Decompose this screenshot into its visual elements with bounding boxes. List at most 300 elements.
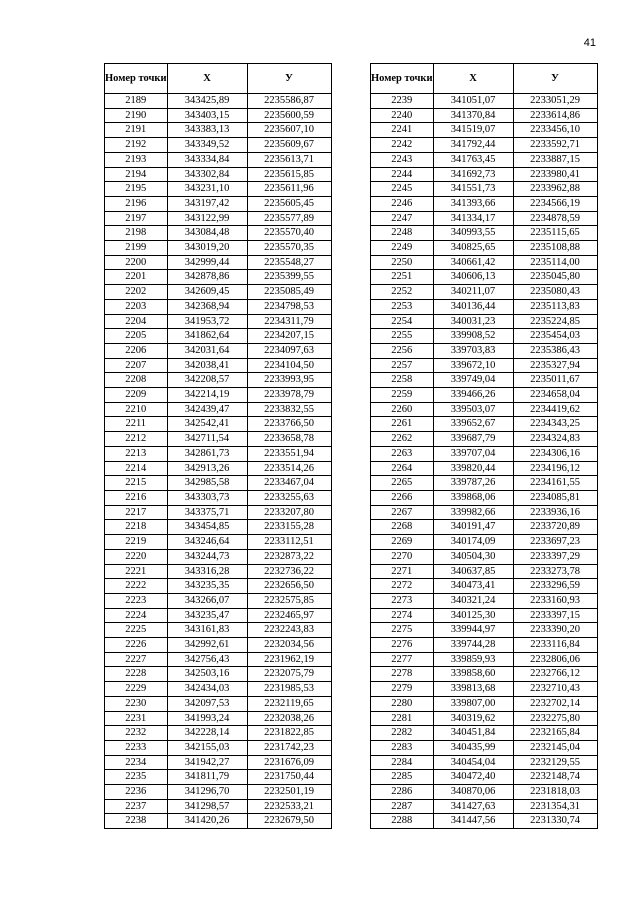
cell-y: 2232656,50 <box>247 579 331 594</box>
cell-y: 2233397,29 <box>513 549 597 564</box>
cell-y: 2233980,41 <box>513 167 597 182</box>
table-row <box>105 241 332 256</box>
cell-point-number: 2195 <box>105 182 168 197</box>
table-row <box>105 608 332 623</box>
table-row <box>371 726 598 741</box>
table-row <box>105 696 332 711</box>
cell-y: 2235548,27 <box>247 255 331 270</box>
table-row <box>105 755 332 770</box>
cell-point-number: 2213 <box>105 446 168 461</box>
cell-x: 342542,41 <box>167 417 247 432</box>
cell-point-number: 2192 <box>105 138 168 153</box>
cell-x: 343302,84 <box>167 167 247 182</box>
table-row <box>105 740 332 755</box>
cell-x: 340473,41 <box>433 579 513 594</box>
cell-y: 2234085,81 <box>513 490 597 505</box>
cell-y: 2234104,50 <box>247 358 331 373</box>
cell-point-number: 2238 <box>105 814 168 829</box>
cell-point-number: 2283 <box>371 740 434 755</box>
cell-y: 2234207,15 <box>247 329 331 344</box>
cell-point-number: 2254 <box>371 314 434 329</box>
cell-x: 341993,24 <box>167 711 247 726</box>
cell-y: 2235454,03 <box>513 329 597 344</box>
cell-y: 2231818,03 <box>513 785 597 800</box>
cell-x: 339908,52 <box>433 329 513 344</box>
cell-x: 340993,55 <box>433 226 513 241</box>
cell-point-number: 2221 <box>105 564 168 579</box>
cell-x: 339859,93 <box>433 652 513 667</box>
cell-point-number: 2209 <box>105 388 168 403</box>
cell-x: 339858,60 <box>433 667 513 682</box>
cell-point-number: 2211 <box>105 417 168 432</box>
cell-y: 2231742,23 <box>247 740 331 755</box>
cell-y: 2233720,89 <box>513 520 597 535</box>
cell-point-number: 2250 <box>371 255 434 270</box>
cell-x: 342368,94 <box>167 299 247 314</box>
cell-y: 2234566,19 <box>513 196 597 211</box>
cell-x: 343316,28 <box>167 564 247 579</box>
cell-x: 340435,99 <box>433 740 513 755</box>
cell-y: 2235080,43 <box>513 285 597 300</box>
cell-point-number: 2215 <box>105 476 168 491</box>
cell-y: 2235600,59 <box>247 108 331 123</box>
cell-x: 343084,48 <box>167 226 247 241</box>
cell-x: 343235,47 <box>167 608 247 623</box>
cell-x: 339687,79 <box>433 432 513 447</box>
cell-x: 340504,30 <box>433 549 513 564</box>
cell-x: 340472,40 <box>433 770 513 785</box>
table-row <box>105 623 332 638</box>
cell-point-number: 2246 <box>371 196 434 211</box>
cell-point-number: 2196 <box>105 196 168 211</box>
cell-y: 2235570,40 <box>247 226 331 241</box>
cell-x: 343161,83 <box>167 623 247 638</box>
cell-x: 340211,07 <box>433 285 513 300</box>
cell-point-number: 2197 <box>105 211 168 226</box>
table-row <box>105 549 332 564</box>
cell-y: 2235607,10 <box>247 123 331 138</box>
cell-x: 342155,03 <box>167 740 247 755</box>
cell-point-number: 2273 <box>371 593 434 608</box>
cell-point-number: 2264 <box>371 461 434 476</box>
table-row <box>105 255 332 270</box>
table-row <box>371 696 598 711</box>
cell-point-number: 2227 <box>105 652 168 667</box>
cell-x: 341334,17 <box>433 211 513 226</box>
table-row <box>105 726 332 741</box>
cell-point-number: 2190 <box>105 108 168 123</box>
cell-y: 2233614,86 <box>513 108 597 123</box>
cell-point-number: 2223 <box>105 593 168 608</box>
cell-point-number: 2248 <box>371 226 434 241</box>
cell-point-number: 2286 <box>371 785 434 800</box>
cell-point-number: 2201 <box>105 270 168 285</box>
cell-x: 342228,14 <box>167 726 247 741</box>
cell-point-number: 2239 <box>371 94 434 109</box>
cell-y: 2234306,16 <box>513 446 597 461</box>
table-row <box>371 358 598 373</box>
table-row <box>105 123 332 138</box>
table-row <box>371 579 598 594</box>
cell-x: 341811,79 <box>167 770 247 785</box>
cell-y: 2232710,43 <box>513 682 597 697</box>
cell-x: 343303,73 <box>167 490 247 505</box>
cell-point-number: 2200 <box>105 255 168 270</box>
table-row <box>105 490 332 505</box>
cell-x: 340321,24 <box>433 593 513 608</box>
table-row <box>371 476 598 491</box>
cell-x: 341370,84 <box>433 108 513 123</box>
cell-y: 2235613,71 <box>247 152 331 167</box>
cell-point-number: 2222 <box>105 579 168 594</box>
table-row <box>371 549 598 564</box>
cell-y: 2232119,65 <box>247 696 331 711</box>
table-row <box>371 94 598 109</box>
header-x: X <box>433 64 513 94</box>
cell-x: 342711,54 <box>167 432 247 447</box>
cell-x: 342992,61 <box>167 638 247 653</box>
cell-y: 2235399,55 <box>247 270 331 285</box>
table-row <box>371 417 598 432</box>
cell-y: 2231962,19 <box>247 652 331 667</box>
table-row <box>105 432 332 447</box>
table-row <box>371 638 598 653</box>
table-row <box>371 270 598 285</box>
table-row <box>105 285 332 300</box>
cell-y: 2232766,12 <box>513 667 597 682</box>
cell-point-number: 2243 <box>371 152 434 167</box>
cell-y: 2232148,74 <box>513 770 597 785</box>
cell-y: 2234097,63 <box>247 343 331 358</box>
cell-point-number: 2276 <box>371 638 434 653</box>
cell-x: 339944,97 <box>433 623 513 638</box>
table-row <box>105 358 332 373</box>
cell-y: 2233514,26 <box>247 461 331 476</box>
table-header-row <box>371 64 598 94</box>
cell-x: 343425,89 <box>167 94 247 109</box>
table-row <box>105 476 332 491</box>
table-row <box>371 241 598 256</box>
cell-point-number: 2252 <box>371 285 434 300</box>
cell-x: 341862,64 <box>167 329 247 344</box>
table-row <box>371 711 598 726</box>
table-row <box>105 402 332 417</box>
cell-x: 341447,56 <box>433 814 513 829</box>
cell-y: 2232806,06 <box>513 652 597 667</box>
header-point-number: Номер точки <box>371 64 434 94</box>
cell-point-number: 2205 <box>105 329 168 344</box>
table-row <box>105 182 332 197</box>
cell-x: 340191,47 <box>433 520 513 535</box>
cell-point-number: 2219 <box>105 535 168 550</box>
cell-x: 339807,00 <box>433 696 513 711</box>
cell-y: 2232243,83 <box>247 623 331 638</box>
cell-y: 2232501,19 <box>247 785 331 800</box>
cell-point-number: 2233 <box>105 740 168 755</box>
table-row <box>371 770 598 785</box>
cell-y: 2235085,49 <box>247 285 331 300</box>
cell-y: 2235327,94 <box>513 358 597 373</box>
table-row <box>105 417 332 432</box>
cell-point-number: 2251 <box>371 270 434 285</box>
cell-x: 343266,07 <box>167 593 247 608</box>
cell-point-number: 2225 <box>105 623 168 638</box>
cell-x: 340031,23 <box>433 314 513 329</box>
cell-y: 2233273,78 <box>513 564 597 579</box>
cell-point-number: 2270 <box>371 549 434 564</box>
table-row <box>105 329 332 344</box>
cell-point-number: 2277 <box>371 652 434 667</box>
cell-x: 343246,64 <box>167 535 247 550</box>
cell-point-number: 2260 <box>371 402 434 417</box>
table-row <box>105 373 332 388</box>
cell-x: 343383,13 <box>167 123 247 138</box>
table-row <box>371 299 598 314</box>
table-row <box>105 711 332 726</box>
cell-point-number: 2226 <box>105 638 168 653</box>
cell-y: 2234311,79 <box>247 314 331 329</box>
table-row <box>105 314 332 329</box>
cell-y: 2233551,94 <box>247 446 331 461</box>
cell-y: 2233658,78 <box>247 432 331 447</box>
header-point-number: Номер точки <box>105 64 168 94</box>
cell-y: 2233155,28 <box>247 520 331 535</box>
cell-y: 2235605,45 <box>247 196 331 211</box>
table-row <box>105 226 332 241</box>
table-row <box>371 682 598 697</box>
cell-point-number: 2266 <box>371 490 434 505</box>
cell-x: 339703,83 <box>433 343 513 358</box>
header-y: У <box>513 64 597 94</box>
cell-point-number: 2236 <box>105 785 168 800</box>
cell-y: 2232873,22 <box>247 549 331 564</box>
cell-point-number: 2275 <box>371 623 434 638</box>
cell-x: 342985,58 <box>167 476 247 491</box>
cell-x: 342439,47 <box>167 402 247 417</box>
cell-x: 340606,13 <box>433 270 513 285</box>
table-row <box>371 814 598 829</box>
cell-point-number: 2247 <box>371 211 434 226</box>
cell-y: 2233887,15 <box>513 152 597 167</box>
cell-x: 339707,04 <box>433 446 513 461</box>
table-row <box>371 432 598 447</box>
table-row <box>105 461 332 476</box>
cell-x: 340451,84 <box>433 726 513 741</box>
cell-point-number: 2244 <box>371 167 434 182</box>
cell-x: 342031,64 <box>167 343 247 358</box>
cell-y: 2235108,88 <box>513 241 597 256</box>
cell-y: 2232465,97 <box>247 608 331 623</box>
cell-x: 343403,15 <box>167 108 247 123</box>
cell-point-number: 2232 <box>105 726 168 741</box>
table-row <box>371 123 598 138</box>
cell-point-number: 2288 <box>371 814 434 829</box>
table-row <box>371 623 598 638</box>
table-row <box>371 652 598 667</box>
cell-point-number: 2202 <box>105 285 168 300</box>
cell-x: 341296,70 <box>167 785 247 800</box>
cell-y: 2232145,04 <box>513 740 597 755</box>
cell-point-number: 2224 <box>105 608 168 623</box>
cell-y: 2232038,26 <box>247 711 331 726</box>
cell-y: 2233993,95 <box>247 373 331 388</box>
cell-point-number: 2198 <box>105 226 168 241</box>
cell-y: 2235115,65 <box>513 226 597 241</box>
table-row <box>371 285 598 300</box>
cell-y: 2232679,50 <box>247 814 331 829</box>
cell-y: 2235570,35 <box>247 241 331 256</box>
cell-point-number: 2204 <box>105 314 168 329</box>
cell-x: 343454,85 <box>167 520 247 535</box>
cell-y: 2232575,85 <box>247 593 331 608</box>
cell-x: 343244,73 <box>167 549 247 564</box>
cell-point-number: 2217 <box>105 505 168 520</box>
cell-y: 2235114,00 <box>513 255 597 270</box>
cell-point-number: 2272 <box>371 579 434 594</box>
cell-y: 2232034,56 <box>247 638 331 653</box>
cell-x: 341953,72 <box>167 314 247 329</box>
cell-point-number: 2212 <box>105 432 168 447</box>
cell-y: 2235011,67 <box>513 373 597 388</box>
cell-point-number: 2256 <box>371 343 434 358</box>
cell-y: 2232736,22 <box>247 564 331 579</box>
cell-x: 339749,04 <box>433 373 513 388</box>
table-row <box>105 211 332 226</box>
cell-point-number: 2194 <box>105 167 168 182</box>
cell-y: 2232533,21 <box>247 799 331 814</box>
cell-x: 340661,42 <box>433 255 513 270</box>
cell-x: 343231,10 <box>167 182 247 197</box>
cell-x: 343349,52 <box>167 138 247 153</box>
cell-x: 339982,66 <box>433 505 513 520</box>
table-row <box>105 814 332 829</box>
table-row <box>371 490 598 505</box>
table-row <box>105 388 332 403</box>
table-row <box>371 138 598 153</box>
cell-point-number: 2216 <box>105 490 168 505</box>
cell-x: 340454,04 <box>433 755 513 770</box>
cell-y: 2235113,83 <box>513 299 597 314</box>
coordinates-table-left <box>104 63 332 829</box>
cell-y: 2235045,80 <box>513 270 597 285</box>
cell-y: 2232702,14 <box>513 696 597 711</box>
cell-y: 2231330,74 <box>513 814 597 829</box>
cell-x: 340319,62 <box>433 711 513 726</box>
cell-y: 2233962,88 <box>513 182 597 197</box>
cell-point-number: 2230 <box>105 696 168 711</box>
cell-x: 340174,09 <box>433 535 513 550</box>
page-number: 41 <box>583 37 596 49</box>
cell-x: 342097,53 <box>167 696 247 711</box>
cell-point-number: 2259 <box>371 388 434 403</box>
cell-point-number: 2261 <box>371 417 434 432</box>
header-x: X <box>167 64 247 94</box>
cell-y: 2234658,04 <box>513 388 597 403</box>
cell-y: 2231985,53 <box>247 682 331 697</box>
table-row <box>371 196 598 211</box>
table-row <box>371 226 598 241</box>
cell-y: 2235386,43 <box>513 343 597 358</box>
table-row <box>371 182 598 197</box>
cell-y: 2234161,55 <box>513 476 597 491</box>
table-row <box>371 167 598 182</box>
cell-x: 341792,44 <box>433 138 513 153</box>
cell-x: 342503,16 <box>167 667 247 682</box>
table-row <box>105 167 332 182</box>
cell-x: 339652,67 <box>433 417 513 432</box>
header-y: У <box>247 64 331 94</box>
table-header-row <box>105 64 332 94</box>
cell-y: 2233467,04 <box>247 476 331 491</box>
table-row <box>105 682 332 697</box>
cell-y: 2233255,63 <box>247 490 331 505</box>
cell-y: 2232275,80 <box>513 711 597 726</box>
table-row <box>105 799 332 814</box>
cell-y: 2233456,10 <box>513 123 597 138</box>
coordinates-table-right <box>370 63 598 829</box>
cell-y: 2235615,85 <box>247 167 331 182</box>
cell-x: 339813,68 <box>433 682 513 697</box>
table-row <box>105 94 332 109</box>
cell-point-number: 2253 <box>371 299 434 314</box>
cell-point-number: 2241 <box>371 123 434 138</box>
cell-point-number: 2193 <box>105 152 168 167</box>
table-row <box>105 505 332 520</box>
cell-x: 342214,19 <box>167 388 247 403</box>
table-row <box>371 314 598 329</box>
cell-x: 339868,06 <box>433 490 513 505</box>
table-row <box>105 520 332 535</box>
table-row <box>105 108 332 123</box>
table-row <box>371 108 598 123</box>
cell-y: 2233051,29 <box>513 94 597 109</box>
cell-y: 2233592,71 <box>513 138 597 153</box>
cell-y: 2233397,15 <box>513 608 597 623</box>
cell-point-number: 2249 <box>371 241 434 256</box>
cell-x: 339744,28 <box>433 638 513 653</box>
cell-y: 2234324,83 <box>513 432 597 447</box>
table-row <box>105 138 332 153</box>
table-row <box>105 638 332 653</box>
cell-y: 2235224,85 <box>513 314 597 329</box>
cell-x: 343019,20 <box>167 241 247 256</box>
table-row <box>371 785 598 800</box>
cell-y: 2235586,87 <box>247 94 331 109</box>
table-row <box>371 740 598 755</box>
cell-point-number: 2279 <box>371 682 434 697</box>
cell-point-number: 2255 <box>371 329 434 344</box>
table-row <box>371 520 598 535</box>
cell-x: 339503,07 <box>433 402 513 417</box>
cell-x: 342434,03 <box>167 682 247 697</box>
cell-x: 339820,44 <box>433 461 513 476</box>
table-row <box>371 255 598 270</box>
cell-x: 342208,57 <box>167 373 247 388</box>
table-row <box>371 505 598 520</box>
cell-point-number: 2280 <box>371 696 434 711</box>
table-row <box>371 446 598 461</box>
cell-point-number: 2210 <box>105 402 168 417</box>
table-row <box>105 299 332 314</box>
cell-point-number: 2268 <box>371 520 434 535</box>
cell-x: 343197,42 <box>167 196 247 211</box>
cell-y: 2231354,31 <box>513 799 597 814</box>
table-row <box>105 667 332 682</box>
cell-y: 2233832,55 <box>247 402 331 417</box>
cell-point-number: 2231 <box>105 711 168 726</box>
cell-y: 2231676,09 <box>247 755 331 770</box>
cell-point-number: 2285 <box>371 770 434 785</box>
